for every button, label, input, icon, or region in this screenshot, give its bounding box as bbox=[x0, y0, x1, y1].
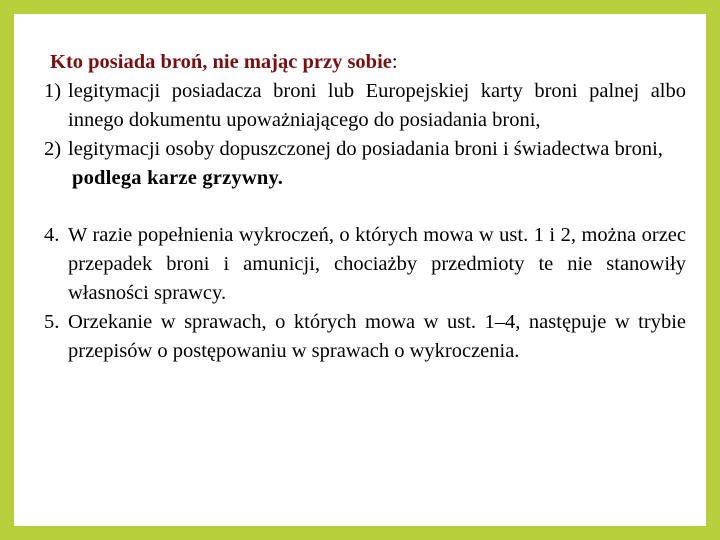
penalty-line: podlega karze grzywny. bbox=[72, 167, 284, 189]
list-item-1 bbox=[44, 77, 686, 135]
list-item-text: legitymacji posiadacza broni lub Europejskiej karty broni palnej albo innego dokumentu upoważniającego do posiadania broni, bbox=[68, 80, 686, 131]
section-4 bbox=[44, 221, 686, 308]
section-5 bbox=[44, 308, 686, 366]
list-item-2 bbox=[44, 135, 686, 164]
section-number: 5. bbox=[44, 311, 60, 333]
slide-content bbox=[44, 48, 686, 366]
intro-line bbox=[44, 48, 686, 77]
intro-bold-text: Kto posiada broń, nie mając przy sobie bbox=[50, 51, 392, 73]
section-text: W razie popełnienia wykroczeń, o których mowa w ust. 1 i 2, można orzec przepadek broni i amunicji, chociażby przedmioty te nie stanowiły własności sprawcy. bbox=[68, 224, 686, 304]
spacer bbox=[44, 193, 686, 221]
section-number: 4. bbox=[44, 224, 60, 246]
section-text: Orzekanie w sprawach, o których mowa w ust. 1–4, następuje w trybie przepisów o postępowaniu w sprawach o wykroczenia. bbox=[68, 311, 686, 362]
list-item-number: 1) bbox=[44, 80, 62, 102]
list-item-number: 2) bbox=[44, 138, 62, 160]
slide bbox=[14, 14, 706, 526]
intro-colon: : bbox=[391, 51, 398, 73]
list-item-text: legitymacji osoby dopuszczonej do posiadania broni i świadectwa broni, bbox=[68, 138, 663, 160]
